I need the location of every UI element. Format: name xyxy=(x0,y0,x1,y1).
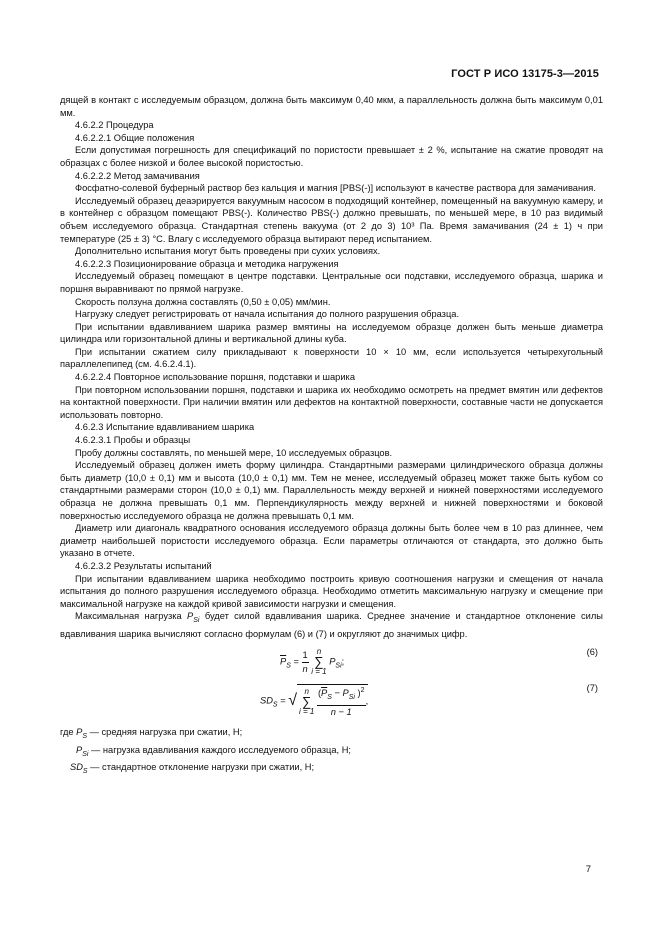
paragraph: Пробу должны составлять, по меньшей мере, 10 исследуемых образцов. xyxy=(75,447,393,458)
section-heading: 4.6.2.3 Испытание вдавливанием шарика xyxy=(75,422,255,433)
paragraph: При повторном использовании поршня, подставки и шарика их необходимо осмотреть на предмет вмятин или дефектов на контактной поверхности. При наличии вмятин или дефектов на контактной поверхности, составные части не допускается использовать повторно. xyxy=(60,384,603,420)
formula-number: (6) xyxy=(586,647,598,658)
document-body xyxy=(60,94,603,779)
formula-6: $\overline{P}_S$ = $\frac{1}{n}$ n ∑ i = 1 $P_{Si}$; (6) xyxy=(280,647,598,677)
paragraph: Исследуемый образец помещают в центре подставки. Центральные оси подставки, исследуемого образца, шарика и поршня выравнивают по прямой нагрузке. xyxy=(60,271,603,294)
paragraph: Диаметр или диагональ квадратного основания исследуемого образца должны быть более чем в 10 раз длиннее, чем диаметр наибольшей пористости исследуемого образца. Если параметры отличаются от стандарта, это должно быть указано в отчете. xyxy=(60,523,603,559)
paragraph: Нагрузку следует регистрировать от начала испытания до полного разрушения образца. xyxy=(75,309,460,320)
document-header: ГОСТ Р ИСО 13175-3—2015 xyxy=(451,68,599,80)
paragraph: Фосфатно-солевой буферный раствор без кальция и магния [PBS(-)] используют в качестве раствора для замачивания. xyxy=(75,183,596,194)
paragraph: дящей в контакт с исследуемым образцом, должна быть максимум 0,40 мкм, а параллельность должна быть максимум 0,01 мм. xyxy=(60,95,603,118)
paragraph: При испытании сжатием силу прикладывают к поверхности 10 × 10 мм, если используется четырехугольный параллелепипед (см. 4.6.2.4.1). xyxy=(60,346,603,370)
paragraph-max-load: Максимальная нагрузка $P_{Si}$ будет силой вдавливания шарика. Среднее значение и стандартное отклонение силы вдавливания шарика вычисляют согласно формулам (6) и (7) и округляют до значимых цифр. xyxy=(60,611,603,639)
section-heading: 4.6.2.3.1 Пробы и образцы xyxy=(75,435,191,446)
paragraph: При испытании вдавливанием шарика необходимо построить кривую соотношения нагрузки и смещения от начала испытания до полного разрушения исследуемого образца. Необходимо отметить максимальную нагрузку и смещение при максимальной нагрузке на каждой кривой зависимости нагрузки и смещения. xyxy=(60,573,603,609)
page-number: 7 xyxy=(585,864,591,875)
paragraph: Исследуемый образец должен иметь форму цилиндра. Стандартными размерами цилиндрического образца должны быть диаметр (10,0 ± 0,1) мм и высота (10,0 ± 0,1) мм. Тем не менее, исследуемый образец может также быть кубом со стандартными размерами сторон (10,0 ± 0,1) мм. Параллельность между верхней и нижней поверхностями исследуемого образца не должна превышать 0,1 мм. Перпендикулярность между верхней и нижней поверхностями и боковой поверхностью исследуемого образца не должна превышать 0,1 мм. xyxy=(60,460,603,521)
paragraph: Скорость ползуна должна составлять (0,50 ± 0,05) мм/мин. xyxy=(75,296,331,307)
paragraph: Если допустимая погрешность для спецификаций по пористости превышает ± 2 %, испытание на сжатие проводят на образцах с более низкой и более высокой пористостью. xyxy=(60,145,603,168)
definition-item: где $P_S$ — средняя нагрузка при сжатии, Н; xyxy=(60,727,243,741)
definition-item: $SD_S$ — стандартное отклонение нагрузки при сжатии, Н; xyxy=(70,762,315,776)
formula-7: $SD_S$ = √ n ∑ i = 1 $\frac{(\overline{P}_S - P_{Si} )^2}{n - 1}$ , (7) xyxy=(260,683,598,717)
paragraph: Дополнительно испытания могут быть проведены при сухих условиях. xyxy=(75,246,381,257)
fraction: $\frac{1}{n}$ xyxy=(302,650,308,674)
paragraph: При испытании вдавливанием шарика размер вмятины на исследуемом образце должен быть меньше диаметра цилиндра или горизонтальной длины и вертикальной длины куба. xyxy=(60,321,603,345)
fraction: $\frac{(\overline{P}_S - P_{Si} )^2}{n - 1}$ xyxy=(317,687,365,717)
section-heading: 4.6.2.2.3 Позиционирование образца и методика нагружения xyxy=(75,258,339,269)
section-heading: 4.6.2.2 Процедура xyxy=(75,120,154,131)
sum-symbol: n ∑ i = 1 xyxy=(311,647,327,677)
definitions-list xyxy=(60,726,603,778)
sqrt-symbol: √ xyxy=(288,692,297,710)
paragraph: Исследуемый образец деаэрируется вакуумным насосом в подходящий контейнер, помещенный на вакуумную камеру, и в контейнер с образцом помещают PBS(-). Количество PBS(-) должно превышать, по меньшей мере, в 10 раз видимый объем исследуемого образца. Стандартная степень вакуума (от 2 до 3) 10³ Па. Время замачивания (24 ± 1) ч при температуре (25 ± 3) °С. Влагу с исследуемого образца вытирают перед испытанием. xyxy=(60,195,603,244)
definition-item: $P_{Si}$ — нагрузка вдавливания каждого исследуемого образца, Н; xyxy=(76,744,351,758)
sum-symbol: n ∑ i = 1 xyxy=(299,686,315,716)
section-heading: 4.6.2.2.4 Повторное использование поршня, подставки и шарика xyxy=(75,372,355,383)
formula-number: (7) xyxy=(586,683,598,694)
section-heading: 4.6.2.2.2 Метод замачивания xyxy=(75,170,200,181)
section-heading: 4.6.2.3.2 Результаты испытаний xyxy=(75,560,212,571)
section-heading: 4.6.2.2.1 Общие положения xyxy=(75,132,195,143)
